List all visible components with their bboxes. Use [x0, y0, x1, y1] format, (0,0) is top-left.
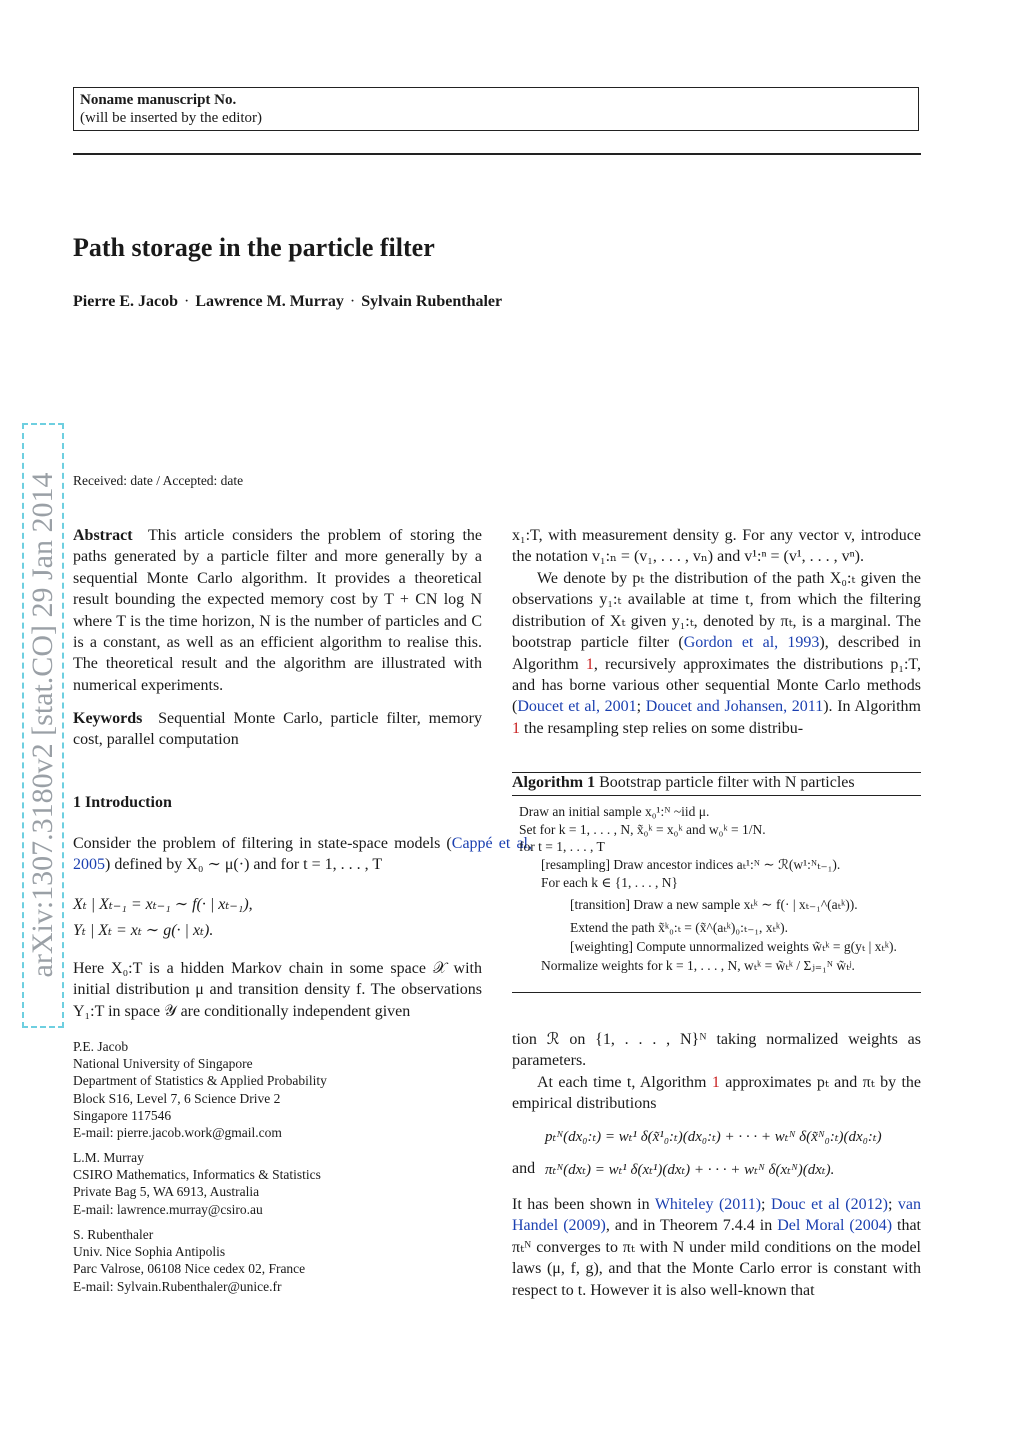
- algorithm-caption: [512, 774, 855, 792]
- text-run: approximates pₜ and πₜ by the empirical distributions: [512, 1074, 922, 1113]
- text-run: , and in Theorem 7.4.4 in: [605, 1217, 778, 1235]
- affil-line: Block S16, Level 7, 6 Science Drive 2: [73, 1090, 281, 1106]
- citation-link[interactable]: van Handel: [512, 1196, 922, 1235]
- affil-line: Singapore 117546: [73, 1107, 172, 1123]
- citation-link[interactable]: Cappé et al, 2005: [73, 835, 533, 874]
- right-paragraph-1: x₁:T, with measurement density g. For any vector v, introduce the notation v₁:ₙ = (v₁, . . . , vₙ) and v¹:ⁿ = (v¹, . . . , vⁿ).: [512, 527, 921, 566]
- equation-state: Xₜ | Xₜ₋₁ = xₜ₋₁ ∼ f(· | xₜ₋₁),: [73, 896, 253, 913]
- equation-empirical-path: pₜᴺ(dx₀:ₜ) = wₜ¹ δ(x̃¹₀:ₜ)(dx₀:ₜ) + · · · + wₜᴺ δ(x̃ᴺ₀:ₜ)(dx₀:ₜ): [545, 1129, 882, 1145]
- text-run: ) defined by X₀ ∼ μ(·) and for t = 1, . . . , T: [105, 856, 383, 874]
- text-run: ). In Algorithm: [823, 698, 921, 716]
- editor-note: (will be inserted by the editor): [80, 110, 263, 126]
- citation-link[interactable]: Doucet and Johansen, 2011: [645, 698, 824, 716]
- affiliation-jacob: [73, 1038, 327, 1141]
- right-paragraph-3: tion ℛ on {1, . . . , N}ᴺ taking normalized weights as parameters.: [512, 1031, 921, 1070]
- algorithm-line: Set for k = 1, . . . , N, x̃₀ᵏ = x₀ᵏ and w₀ᵏ = 1/N.: [519, 822, 766, 837]
- citation-link[interactable]: Doucet et al, 2001: [517, 698, 637, 716]
- text-run: , recursively approximates the distributions p₁:T, and has borne various other sequential Monte Carlo methods (: [512, 655, 921, 716]
- affiliation-rubenthaler: [73, 1226, 305, 1295]
- citation-link[interactable]: Del Moral: [777, 1217, 845, 1235]
- header-rule: [73, 153, 921, 155]
- text-run: Consider the problem of filtering in state-space models (: [73, 835, 452, 852]
- editor-header-box: [73, 87, 919, 131]
- keywords: [73, 708, 482, 751]
- algorithm-title: Bootstrap particle filter with N particles: [599, 774, 855, 791]
- author-name: Lawrence M. Murray: [195, 293, 344, 310]
- keywords-label: Keywords: [73, 710, 143, 727]
- citation-year-link[interactable]: (2012): [845, 1196, 888, 1213]
- affil-line: Private Bag 5, WA 6913, Australia: [73, 1184, 260, 1200]
- author-separator: ·: [349, 293, 356, 310]
- section-heading-introduction: 1 Introduction: [73, 794, 172, 811]
- text-run: that πₜᴺ converges to πₜ with N under mild conditions on the model laws (μ, f, g), and that the Monte Carlo error is constant with respect to t. However it is also well-known that: [512, 1217, 922, 1299]
- affil-line: Parc Valrose, 06108 Nice cedex 02, France: [73, 1261, 306, 1277]
- citation-link[interactable]: Gordon et al, 1993: [683, 634, 820, 652]
- abstract-text: This article considers the problem of storing the paths generated by a particle filter and more generally by a sequential Monte Carlo algorithm. It provides a theoretical result bounding the expected memory cost by T + CN log N where T is the time horizon, N is the number of particles and C is a constant, as well as an efficient algorithm to realise this. The theoretical result and the algorithm are illustrated with numerical experiments.: [73, 527, 483, 694]
- affil-line: National University of Singapore: [73, 1056, 253, 1072]
- affil-line: Department of Statistics & Applied Probability: [73, 1073, 327, 1089]
- equation-empirical-filter: πₜᴺ(dxₜ) = wₜ¹ δ(xₜ¹)(dxₜ) + · · · + wₜᴺ δ(xₜᴺ)(dxₜ).: [545, 1162, 835, 1178]
- algorithm-bottom-rule: [512, 992, 921, 993]
- affil-email: E-mail: Sylvain.Rubenthaler@unice.fr: [73, 1278, 282, 1294]
- paper-title: Path storage in the particle filter: [73, 233, 435, 262]
- citation-link[interactable]: Douc et al: [771, 1196, 840, 1213]
- algorithm-line: [transition] Draw a new sample xₜᵏ ∼ f(· | xₜ₋₁^(aₜᵏ)).: [570, 897, 858, 912]
- affil-email: E-mail: lawrence.murray@csiro.au: [73, 1201, 263, 1217]
- affiliation-murray: [73, 1149, 321, 1218]
- algorithm-line: for t = 1, . . . , T: [519, 839, 605, 854]
- text-run: the resampling step relies on some distribu-: [520, 719, 804, 737]
- affil-line: Univ. Nice Sophia Antipolis: [73, 1244, 226, 1260]
- received-date: Received: date / Accepted: date: [73, 473, 244, 488]
- keywords-text: Sequential Monte Carlo, particle filter, memory cost, parallel computation: [73, 710, 482, 749]
- equation-and: and: [512, 1160, 536, 1177]
- abstract: [73, 525, 482, 696]
- algorithm-line: [resampling] Draw ancestor indices aₜ¹:ᴺ ∼ ℛ(w¹:ᴺₜ₋₁).: [541, 857, 841, 872]
- abstract-label: Abstract: [73, 527, 133, 544]
- author-name: Sylvain Rubenthaler: [361, 293, 503, 310]
- text-run: ;: [636, 698, 646, 716]
- intro-paragraph-1: [73, 833, 532, 876]
- author-name: Pierre E. Jacob: [73, 293, 179, 310]
- right-paragraph-2: [512, 568, 921, 739]
- citation-link[interactable]: Whiteley: [654, 1196, 714, 1213]
- affil-line: S. Rubenthaler: [73, 1227, 154, 1242]
- algorithm-label: Algorithm 1: [512, 774, 596, 791]
- text-run: ;: [887, 1196, 898, 1213]
- citation-year-link[interactable]: (2011): [718, 1196, 762, 1213]
- algorithm-ref-link[interactable]: 1: [512, 719, 520, 737]
- text-run: At each time t, Algorithm: [537, 1074, 712, 1091]
- author-separator: ·: [184, 293, 190, 310]
- text-run: ), described in Algorithm: [512, 634, 921, 673]
- algorithm-line: For each k ∈ {1, . . . , N}: [541, 875, 678, 890]
- algorithm-line: Draw an initial sample x₀¹:ᴺ ~iid μ.: [519, 804, 710, 819]
- algorithm-line: Extend the path x̃ᵏ₀:ₜ = (x̃^(aₜᵏ)₀:ₜ₋₁, xₜᵏ).: [570, 920, 788, 935]
- equation-observation: Yₜ | Xₜ = xₜ ∼ g(· | xₜ).: [73, 922, 214, 939]
- text-run: It has been shown in: [512, 1196, 655, 1213]
- right-paragraph-5: [512, 1194, 921, 1301]
- affil-email: E-mail: pierre.jacob.work@gmail.com: [73, 1125, 282, 1141]
- citation-year-link[interactable]: (2004): [849, 1217, 893, 1235]
- citation-year-link[interactable]: (2009): [563, 1217, 606, 1235]
- manuscript-number: Noname manuscript No.: [80, 92, 237, 108]
- right-paragraph-4: [512, 1072, 921, 1115]
- algorithm-ref-link[interactable]: 1: [711, 1074, 720, 1091]
- arxiv-stamp[interactable]: arXiv:1307.3180v2 [stat.CO] 29 Jan 2014: [26, 472, 59, 978]
- algorithm-caption-rule: [512, 795, 921, 796]
- text-run: We denote by pₜ the distribution of the path X₀:ₜ given the observations y₁:ₜ available at time t, from which the filtering distribution of Xₜ given y₁:ₜ, denoted by πₜ, is a marginal. The bootstrap particle filter (: [512, 570, 921, 652]
- text-run: ;: [761, 1196, 771, 1213]
- affil-line: P.E. Jacob: [73, 1039, 129, 1054]
- algorithm-line: Normalize weights for k = 1, . . . , N, wₜᵏ = w̃ₜᵏ / Σⱼ₌₁ᴺ w̃ₜʲ.: [541, 958, 855, 973]
- algorithm-ref-link[interactable]: 1: [585, 655, 594, 673]
- affil-line: L.M. Murray: [73, 1150, 144, 1165]
- algorithm-line: [weighting] Compute unnormalized weights w̃ₜᵏ = g(yₜ | xₜᵏ).: [570, 939, 897, 954]
- affil-line: CSIRO Mathematics, Informatics & Statistics: [73, 1167, 321, 1183]
- author-list: [73, 293, 502, 311]
- intro-paragraph-2: Here X₀:T is a hidden Markov chain in some space 𝒳 with initial distribution μ and transition density f. The observations Y₁:T in space 𝒴 are conditionally independent given: [73, 960, 482, 1020]
